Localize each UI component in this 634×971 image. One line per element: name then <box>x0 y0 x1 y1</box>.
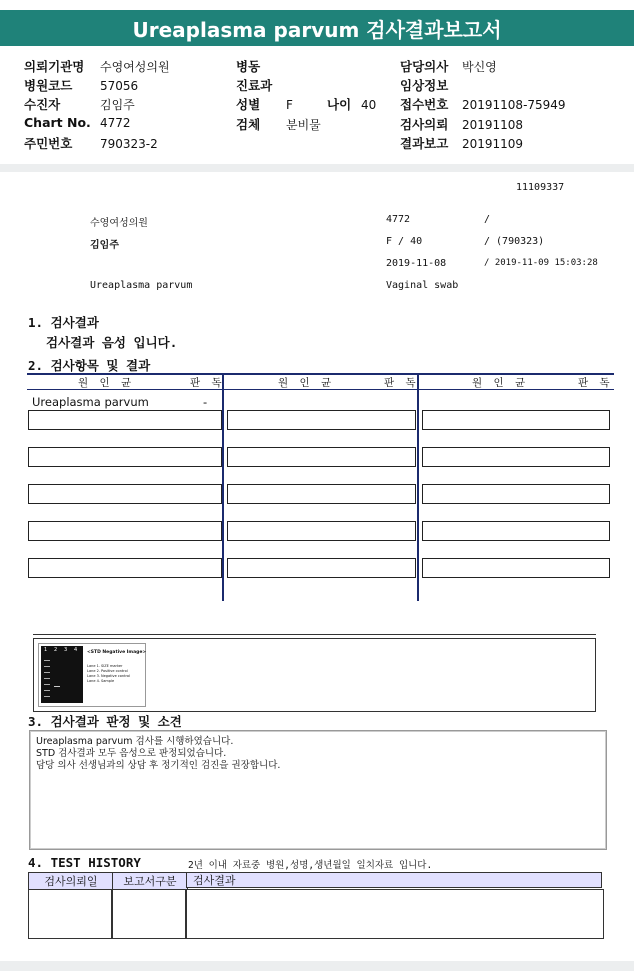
gel-lanes: 1 2 3 4 <box>41 646 83 703</box>
receipt-row: 접수번호 20191108-75949 <box>400 97 566 112</box>
gel-title: <STD Negative Image> <box>87 650 147 655</box>
opinion-text: Ureaplasma parvum 검사를 시행하였습니다. STD 검사결과 모두 음성으로 판정되었습니다. 담당 의사 선생님과의 상담 후 정기적인 검진을 권장합니다. <box>36 736 281 771</box>
ward-row: 병동 <box>236 59 261 74</box>
section-1-result: 검사결과 음성 입니다. <box>46 335 178 350</box>
clinical-row: 임상정보 <box>400 78 449 93</box>
table-col-divider-2 <box>417 373 419 601</box>
col-judge-1: 판 독 <box>190 377 226 389</box>
history-cell <box>28 889 112 939</box>
result-cell <box>28 521 222 541</box>
barcode-id: 11109337 <box>516 182 565 193</box>
history-cell <box>112 889 186 939</box>
gel-top-rule <box>33 634 596 635</box>
col-judge-3: 판 독 <box>578 377 614 389</box>
institution-row: 의뢰기관명 수영여성의원 <box>24 59 170 74</box>
result-cell <box>422 558 610 578</box>
info-name: 김임주 <box>90 240 119 251</box>
info-sex-age: F / 40 <box>386 236 423 247</box>
result-cell <box>227 521 416 541</box>
history-note: 2년 이내 자료중 병원,성명,생년월일 일치자료 입니다. <box>188 860 433 871</box>
info-slash: / <box>484 214 491 225</box>
request-row: 검사의뢰 20191108 <box>400 117 524 132</box>
info-test: Ureaplasma parvum <box>90 280 193 291</box>
col-organism-2: 원 인 균 <box>278 377 336 389</box>
result-cell <box>227 558 416 578</box>
doctor-row: 담당의사 박신영 <box>400 59 497 74</box>
history-col-result: 검사결과 <box>186 872 602 888</box>
report-title: Ureaplasma parvum 검사결과보고서 <box>0 10 634 46</box>
info-chart: 4772 <box>386 214 411 225</box>
info-date-request: 2019-11-08 <box>386 258 447 269</box>
gel-image-frame <box>33 638 596 712</box>
gel-legend: Lane 1. SIZE marker Lane 2. Positive control Lane 3. Negative control Lane 4. Sample <box>87 664 130 683</box>
gel-image <box>38 643 146 707</box>
history-col-request: 검사의뢰일 <box>28 872 114 890</box>
info-specimen: Vaginal swab <box>386 280 459 291</box>
result-cell <box>227 410 416 430</box>
result-cell <box>28 447 222 467</box>
result-cell <box>422 521 610 541</box>
col-judge-2: 판 독 <box>384 377 420 389</box>
info-birth: / (790323) <box>484 236 545 247</box>
header-divider <box>0 164 634 172</box>
footer-band <box>0 961 634 971</box>
result-cell <box>227 447 416 467</box>
col-organism-3: 원 인 균 <box>472 377 530 389</box>
row1-organism: Ureaplasma parvum <box>32 395 149 409</box>
history-col-type: 보고서구분 <box>112 872 188 890</box>
resident-row: 주민번호 790323-2 <box>24 136 158 151</box>
dept-row: 진료과 <box>236 78 273 93</box>
report-row: 결과보고 20191109 <box>400 136 524 151</box>
section-2-title: 2. 검사항목 및 결과 <box>28 358 151 373</box>
result-cell <box>227 484 416 504</box>
result-cell <box>28 410 222 430</box>
history-cell <box>186 889 604 939</box>
section-3-title: 3. 검사결과 판정 및 소견 <box>28 714 182 729</box>
row1-result: - <box>203 395 208 409</box>
result-cell <box>422 484 610 504</box>
result-cell <box>422 410 610 430</box>
age-row: 나이 40 <box>327 97 377 112</box>
result-cell <box>28 484 222 504</box>
info-date-report: / 2019-11-09 15:03:28 <box>484 258 598 268</box>
sex-row: 성별 F <box>236 97 293 112</box>
section-4-title: 4. TEST HISTORY <box>28 855 141 870</box>
col-organism-1: 원 인 균 <box>78 377 136 389</box>
info-clinic: 수영여성의원 <box>90 218 148 229</box>
hospital-code-row: 병원코드 57056 <box>24 78 139 93</box>
opinion-box <box>29 730 607 850</box>
result-cell <box>422 447 610 467</box>
chart-row: Chart No. 4772 <box>24 115 131 130</box>
result-cell <box>28 558 222 578</box>
section-1-title: 1. 검사결과 <box>28 315 99 330</box>
table-col-divider-1 <box>222 373 224 601</box>
specimen-row: 검체 분비물 <box>236 117 321 132</box>
patient-row: 수진자 김임주 <box>24 97 135 112</box>
